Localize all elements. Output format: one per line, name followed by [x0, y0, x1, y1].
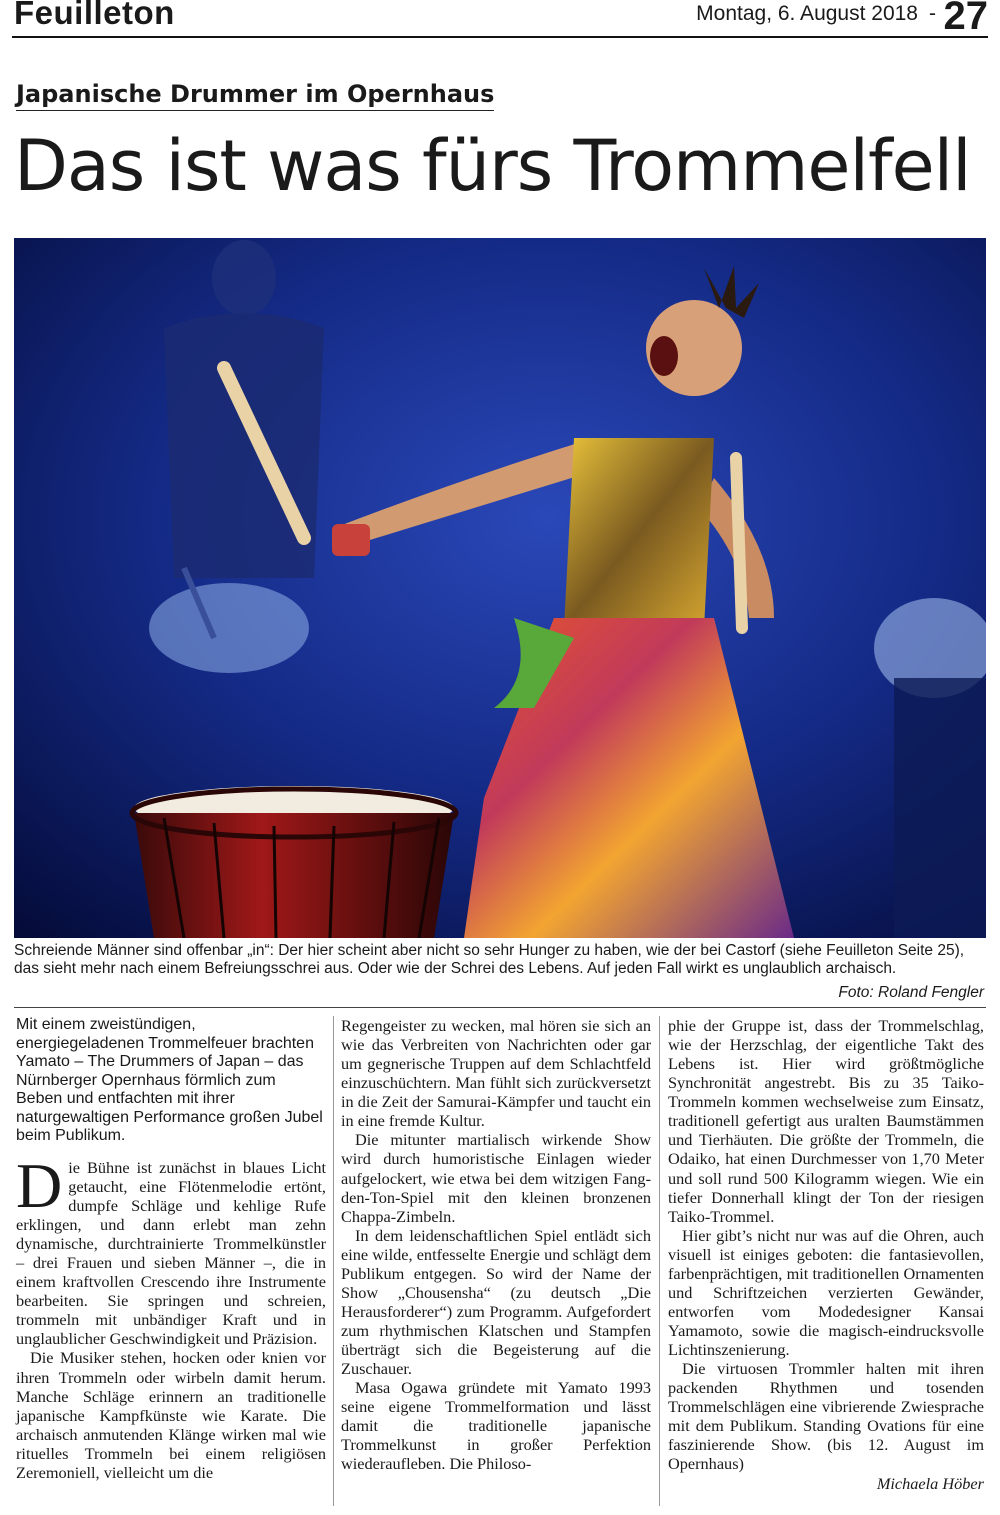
article-kicker: Japanische Drummer im Opernhaus — [16, 80, 494, 111]
photo-credit: Foto: Roland Fengler — [838, 984, 984, 1001]
photo-caption: Schreiende Männer sind offenbar „in“: Der hier scheint aber nicht so sehr Hunger zu haben, wie der bei Castorf (siehe Feuilleton Seite 25), das sieht mehr nach einem Befreiungsschrei aus. Oder wie der Schrei des Lebens. Auf jeden Fall wirkt es unglaublich archaisch. — [14, 942, 965, 978]
article-author: Michaela Höber — [876, 1473, 984, 1493]
section-title: Feuilleton — [14, 0, 175, 31]
page-number: 27 — [943, 0, 988, 38]
drop-cap: D — [16, 1149, 63, 1221]
issue-date: Montag, 6. August 2018 — [696, 2, 918, 25]
column-divider — [659, 1016, 660, 1506]
caption-rule — [14, 1007, 986, 1008]
article-photo — [14, 238, 986, 938]
article-paragraph: In dem leidenschaftlichen Spiel entlädt sich eine wilde, entfesselte Energie und schlägt dem Publikum entgegen. So wird der Name der Show „Chousensha“ (zu deutsch „Die Herausforderer“) zum Programm. Aufgefordert zum rhythmischen Klatschen und Stampfen überträgt sich die Begeisterung auf die Zuschauer. — [341, 1225, 651, 1379]
article-paragraph: Die virtuosen Trommler halten mit ihren packenden Rhythmen und tosenden Trommelschlägen eine vibrierende Zwiesprache mit dem Publikum. Standing Ovations für eine faszinierende Show. (bis 12. August im Opernhaus) — [668, 1359, 984, 1474]
header-separator: - — [929, 2, 936, 25]
article-paragraph: Die mitunter martialisch wirkende Show wird durch humoristische Einlagen wieder aufgelockert, wie etwa bei dem witzigen Fang-den-Ton-Spiel mit den kleinen bronzenen Chappa-Zimbeln. — [341, 1130, 651, 1226]
article-paragraph: Hier gibt’s nicht nur was auf die Ohren, auch visuell ist einiges geboten: die fantasievollen, farbenprächtigen, mit traditionellen Ornamenten und Schriftzeichen verzierten Gewänder, entworfen vom Modedesigner Kansai Yamamoto, sowie die magisch-eindrucksvolle Lichtinszenierung. — [668, 1225, 984, 1360]
article-paragraph: Regengeister zu wecken, mal hören sie sich an wie das Verbreiten von Nachrichten oder gar um gegnerische Truppen auf dem Schlachtfeld einzuschüchtern. Man fühlt sich zurückversetzt in die Zeit der Samurai-Kämpfer und taucht ein in eine fremde Kultur. — [341, 1016, 651, 1131]
article-paragraph: Masa Ogawa gründete mit Yamato 1993 seine eigene Trommelformation und lässt damit die traditionelle japanische Trommelkunst in großer Perfektion wiederaufleben. Die Philoso- — [341, 1378, 651, 1474]
page-header — [12, 0, 988, 38]
article-paragraph: Die Bühne ist zunächst in blaues Licht getaucht, eine Flötenmelodie ertönt, dumpfe Schläge und kehlige Rufe erklingen, und dann erlebt man zehn dynamische, durchtrainierte Trommelkünstler – drei Frauen und sieben Männer –, die in einem kraftvollen Crescendo ihre Instrumente bearbeiten. Sie springen und schreien, trommeln mit unbändiger Kraft und in unglaublicher Geschwindigkeit und Präzision. — [16, 1149, 326, 1349]
article-column-2 — [341, 1016, 651, 1474]
article-column-1 — [16, 1016, 326, 1482]
article-headline: Das ist was fürs Trommelfell — [14, 125, 971, 207]
article-paragraph: Die Musiker stehen, hocken oder knien vor ihren Trommeln oder wirbeln damit herum. Manche Schläge erinnern an traditionelle japanische Kampfkünste wie Karate. Die archaisch anmutenden Klänge wirken mal wie rituelles Trommeln bei einem religiösen Zeremoniell, vielleicht um die — [16, 1348, 326, 1482]
column-divider — [333, 1016, 334, 1506]
article-lead: Mit einem zweistündigen, energiegeladenen Trommelfeuer brachten Yamato – The Drummers of Japan – das Nürnberger Opernhaus förmlich zum Beben und entfachten mit ihrer naturgewaltigen Performance großen Jubel beim Publikum. — [16, 1016, 323, 1145]
article-column-3 — [668, 1016, 984, 1493]
article-paragraph: phie der Gruppe ist, dass der Trommelschlag, wie der Herzschlag, der eigentliche Takt des Lebens ist. Hier wird größtmögliche Synchronität angestrebt. Bis zu 35 Taiko-Trommeln kommen wechselweise zum Einsatz, traditionell gefertigt aus uralten Baumstämmen und Tierhäuten. Die größte der Trommeln, die Odaiko, hat einen Durchmesser von 1,70 Meter und soll rund 500 Kilogramm wiegen. Wie ein tiefer Donnerhall klingt der Ton der riesigen Taiko-Trommel. — [668, 1016, 984, 1226]
